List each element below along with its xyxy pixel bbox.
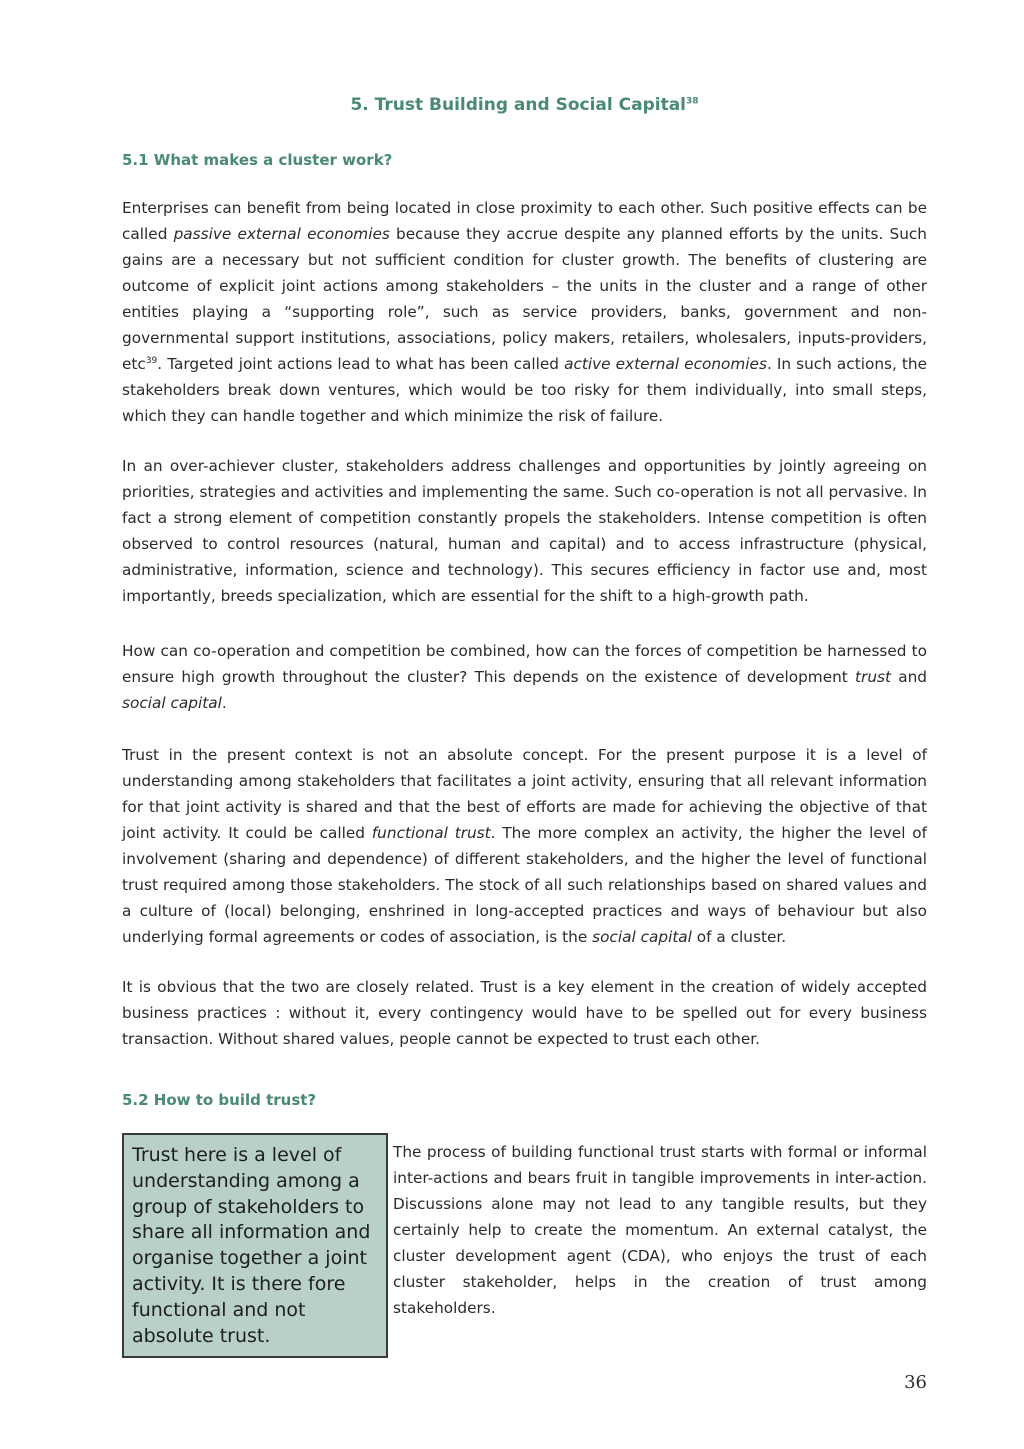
p3-emphasis-1: trust — [855, 668, 891, 686]
p4-text-3: of a cluster. — [691, 928, 787, 946]
p4-text-2: . The more complex an activity, the higher the level of involvement (sharing and dependence) of different stakeholders, and the higher the level of functional trust required among those stakeholders. The stock of all such relationships based on shared values and a culture of (local) belonging, enshrined in long-accepted practices and ways of behaviour but also underlying formal agreements or codes of association, is the — [122, 824, 927, 946]
p4-text-1: Trust in the present context is not an absolute concept. For the present purpose it is a level of understanding among stakeholders that facilitates a joint activity, ensuring that all relevant information for that joint activity is shared and that the best of efforts are made for achieving the objective of that joint activity. It could be called — [122, 746, 927, 842]
p1-emphasis-1: passive external economies — [173, 225, 390, 243]
p1-text-2: because they accrue despite any planned efforts by the units. Such gains are a necessary but not sufficient condition for cluster growth. The benefits of clustering are outcome of explicit joint actions among stakeholders – the units in the cluster and a range of other entities playing a “supporting role”, such as service providers, banks, government and non-governmental support institutions, associations, policy makers, retailers, wholesalers, inputs-providers, etc — [122, 225, 927, 373]
p1-footnote-ref[interactable]: 39 — [145, 355, 158, 366]
callout-box — [122, 1133, 388, 1358]
paragraph-6: The process of building functional trust starts with formal or informal inter-actions and bears fruit in tangible improvements in inter-action. Discussions alone may not lead to any tangible results, but they certainly help to create the momentum. An external catalyst, the cluster development agent (CDA), who enjoys the trust of each cluster stakeholder, helps in the creation of trust among stakeholders. — [393, 1143, 927, 1317]
p3-text-2: and — [890, 668, 927, 686]
paragraph-2: In an over-achiever cluster, stakeholders address challenges and opportunities by jointly agreeing on priorities, strategies and activities and implementing the same. Such co-operation is not all pervasive. In fact a strong element of competition constantly propels the stakeholders. Intense competition is often observed to control resources (natural, human and capital) and to access infrastructure (physical, administrative, information, science and technology). This secures efficiency in factor use and, most importantly, breeds specialization, which are essential for the shift to a high-growth path. — [122, 457, 927, 605]
p1-text-3: . Targeted joint actions lead to what has been called — [157, 355, 565, 373]
p3-emphasis-2: social capital — [122, 694, 222, 712]
chapter-title — [122, 95, 927, 115]
paragraph-3 — [122, 638, 927, 716]
title-footnote-ref[interactable]: 38 — [686, 96, 699, 107]
p3-text-3: . — [221, 694, 227, 712]
paragraph-5: It is obvious that the two are closely related. Trust is a key element in the creation of widely accepted business practices : without it, every contingency would have to be spelled out for every business transaction. Without shared values, people cannot be expected to trust each other. — [122, 978, 927, 1048]
paragraph-4 — [122, 742, 927, 950]
p4-emphasis-2: social capital — [592, 928, 692, 946]
paragraph-1 — [122, 195, 927, 429]
page-number: 36 — [904, 1372, 927, 1393]
p1-text-4: . In such actions, the stakeholders break down ventures, which would be too risky for them individually, into small steps, which they can handle together and which minimize the risk of failure. — [122, 355, 928, 425]
chapter-title-text: 5. Trust Building and Social Capital — [350, 95, 687, 115]
p4-emphasis-1: functional trust — [371, 824, 491, 842]
section-heading-5-2: 5.2 How to build trust? — [122, 1091, 317, 1109]
callout-text: Trust here is a level of understanding among a group of stakeholders to share all information and organise together a joint activity. It is there fore functional and not absolute trust. — [132, 1144, 371, 1347]
section-heading-5-1: 5.1 What makes a cluster work? — [122, 151, 393, 169]
p3-text-1: How can co-operation and competition be combined, how can the forces of competition be harnessed to ensure high growth throughout the cluster? This depends on the existence of development — [122, 642, 927, 686]
p1-emphasis-2: active external economies — [564, 355, 767, 373]
p1-text-1: Enterprises can benefit from being located in close proximity to each other. Such positive effects can be called — [122, 199, 927, 243]
